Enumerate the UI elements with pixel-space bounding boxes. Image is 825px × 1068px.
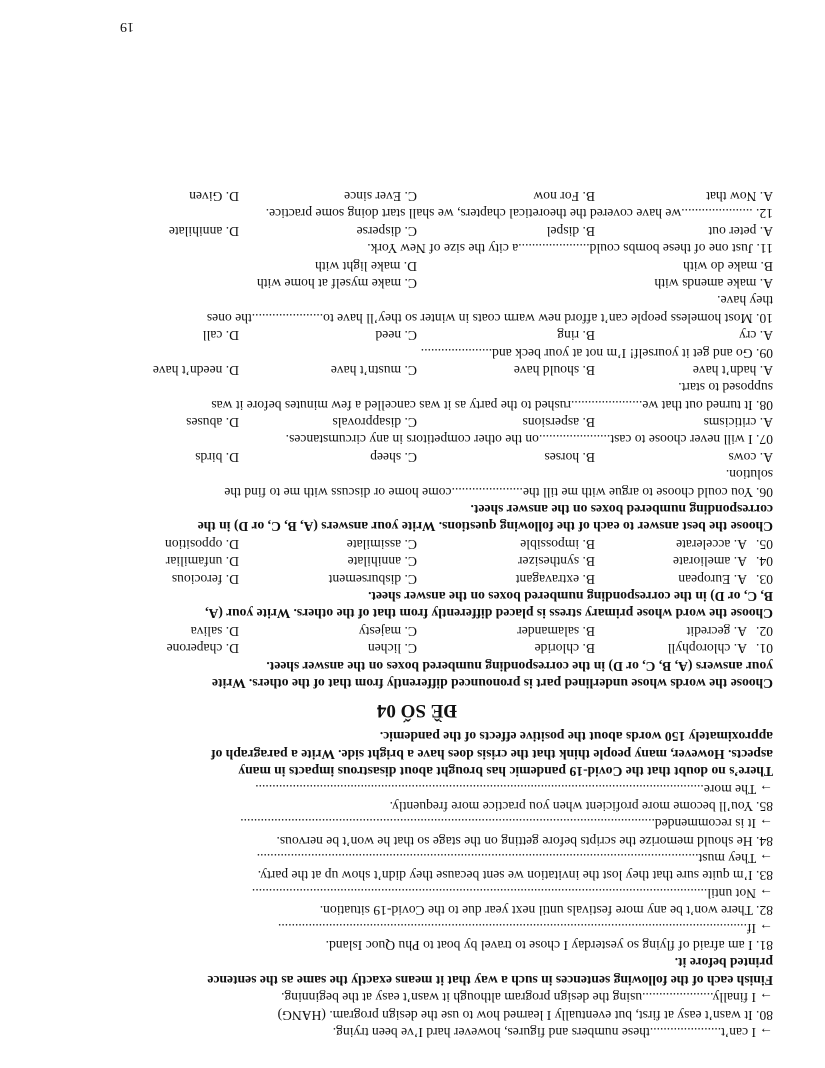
question-12-options xyxy=(61,187,773,204)
question-11: 11. Just one of these bombs could.....................a city the size of New York. xyxy=(367,241,773,257)
question-number: 05. xyxy=(756,536,773,552)
question-06-line-2: solution. xyxy=(725,467,773,483)
question-82: 82. There won’t be any more festivals until next year due to the Covid-19 situation. xyxy=(319,903,773,919)
option-b: B. aspersions xyxy=(522,415,595,431)
option-c: C. make myself at home with xyxy=(256,275,417,291)
option-b: B. salamander xyxy=(517,623,595,639)
question-07: 07. I will never choose to cast.....................on the other competitors in any circumstances. xyxy=(285,432,773,448)
question-06-line-1: 06. You could choose to argue with me till the.....................come home or discuss with me to find the xyxy=(224,484,773,500)
question-number: 02. xyxy=(756,623,773,639)
question-02-row xyxy=(61,621,773,638)
option-c: C. majesty xyxy=(358,623,417,639)
option-a: A. hadn’t have xyxy=(692,362,773,378)
question-number: 01. xyxy=(756,641,773,657)
page-content xyxy=(61,187,773,1040)
question-83: 83. I’m quite sure that they lost the invitation we sent because they didn’t show up at the party. xyxy=(257,868,773,884)
question-08-line-2: supposed to start. xyxy=(678,380,773,396)
option-d: D. call xyxy=(202,328,239,344)
question-10-line-1: 10. Most homeless people can’t afford new warm coats in winter so they’ll have to.....................the ones xyxy=(206,310,773,326)
option-c: C. lichen xyxy=(367,641,417,657)
option-d: D. make light with xyxy=(315,258,417,274)
option-c: C. need xyxy=(375,328,417,344)
option-c: C. disapprovals xyxy=(332,415,417,431)
option-b: B. ring xyxy=(557,328,595,344)
option-a: A. peter out xyxy=(708,223,773,239)
option-b: B. dispel xyxy=(546,223,595,239)
option-d: D. unfamiliar xyxy=(165,554,239,570)
essay-prompt-line-2: aspects. However, many people think that the crisis does have a bright side. Write a paragraph of xyxy=(210,746,773,762)
question-04-row xyxy=(61,552,773,569)
question-10-line-2: they have. xyxy=(717,293,773,309)
option-a: A. make amends with xyxy=(654,275,773,291)
stress-instruction-line-1: Choose the word whose primary stress is placed differently from that of the others. Write your (A, xyxy=(205,606,773,622)
answer-line-83: → They must.................................................................................................................................. xyxy=(256,851,773,867)
answer-line-85: → The more.................................................................................................................................... xyxy=(255,781,773,797)
option-c: C. sheep xyxy=(370,449,417,465)
option-c: C. Ever since xyxy=(344,189,417,205)
option-a: A. cry xyxy=(739,328,773,344)
option-b: B. chloride xyxy=(534,641,595,657)
question-81: 81. I am afraid of flying so yesterday I chose to travel by boat to Phu Quoc Island. xyxy=(325,938,773,954)
option-d: D. chaperone xyxy=(166,641,239,657)
question-number: 04. xyxy=(756,554,773,570)
section-title: ĐỀ SỐ 04 xyxy=(376,699,458,721)
page-number: 19 xyxy=(120,19,134,35)
option-a: A. accelerate xyxy=(676,536,747,552)
question-11-options xyxy=(61,221,773,238)
question-07-options xyxy=(61,413,773,430)
option-b: B. impossible xyxy=(520,536,595,552)
option-a: A. gecredit xyxy=(686,623,747,639)
option-a: A. cows xyxy=(728,449,773,465)
question-08-options xyxy=(61,361,773,378)
stress-instruction-line-2: B, C, or D) in the corresponding numbered boxes on the answer sheet. xyxy=(368,589,773,605)
question-01-row xyxy=(61,639,773,656)
essay-prompt-line-3: approximately 150 words about the positive effects of the pandemic. xyxy=(379,729,773,745)
question-03-row xyxy=(61,569,773,586)
option-b: B. make do with xyxy=(683,258,773,274)
option-c: C. mustn’t have xyxy=(330,362,417,378)
question-80: 80. It wasn’t easy at first, but eventually I learned how to use the design program. (HANG) xyxy=(277,1007,773,1023)
rewrite-instruction-line-2: printed before it. xyxy=(674,955,773,971)
option-a: A. criticisms xyxy=(703,415,773,431)
question-12: 12. .....................we have covered the theoretical chapters, we shall start doing some practice. xyxy=(265,206,773,222)
question-05-row xyxy=(61,534,773,551)
essay-prompt-line-1: There’s no doubt that the Covid-19 pandemic has brought about disastrous impacts in many xyxy=(238,764,773,780)
option-b: B. synthesizer xyxy=(517,554,595,570)
rewrite-instruction-line-1: Finish each of the following sentences in such a way that it means exactly the same as the sentence xyxy=(207,972,773,988)
question-08-line-1: 08. It turned out that we.....................rushed to the party as it was cancelled a few minutes before it was xyxy=(211,397,773,413)
option-d: D. birds xyxy=(195,449,239,465)
answer-line-84: → It is recommended.......................................................................................................................... xyxy=(240,816,773,832)
option-b: B. extravagant xyxy=(515,571,595,587)
question-06-options xyxy=(61,448,773,465)
answer-line-79: → I can’t.....................these numbers and figures, however hard I’ve been trying. xyxy=(332,1025,773,1040)
option-d: D. ferocious xyxy=(171,571,239,587)
option-b: B. For now xyxy=(533,189,595,205)
option-d: D. opposition xyxy=(164,536,239,552)
mcq-instruction-line-1: Choose the best answer to each of the following questions. Write your answers (A, B, C, or D) in the xyxy=(197,519,773,535)
option-d: D. annihilate xyxy=(168,223,239,239)
pronunciation-instruction-line-2: your answers (A, B, C, or D) in the corresponding numbered boxes on the answer sheet. xyxy=(266,658,773,674)
option-a: A. ameliorate xyxy=(673,554,747,570)
option-b: B. horses xyxy=(544,449,595,465)
question-09-options xyxy=(61,326,773,343)
question-09: 09. Go and get it yourself! I’m not at your beck and..................... xyxy=(420,345,773,361)
option-a: A. chlorophyll xyxy=(667,641,747,657)
question-85: 85. You’ll become more proficient when you practice more frequently. xyxy=(389,798,773,814)
question-10-options-ac xyxy=(61,274,773,291)
option-c: C. disperse xyxy=(356,223,417,239)
pronunciation-instruction-line-1: Choose the words whose underlined part is pronounced differently from that of the others. Write xyxy=(212,675,773,691)
answer-line-81: → If.......................................................................................................................................... xyxy=(277,920,773,936)
option-a: A. Now that xyxy=(706,189,773,205)
option-b: B. should have xyxy=(513,362,595,378)
option-d: D. Given xyxy=(189,189,239,205)
option-a: A. European xyxy=(678,571,747,587)
option-c: C. disbursement xyxy=(328,571,417,587)
option-c: C. assimilate xyxy=(346,536,417,552)
option-d: D. saliva xyxy=(190,623,239,639)
option-d: D. needn’t have xyxy=(152,362,239,378)
mcq-instruction-line-2: corresponding numbered boxes on the answer sheet. xyxy=(470,502,773,518)
option-d: D. abuses xyxy=(186,415,239,431)
answer-line-80: → I finally.....................using the design program although it wasn’t easy at the beginning. xyxy=(281,990,773,1006)
question-84: 84. He should memorize the scripts before getting on the stage so that he won’t be nervous. xyxy=(276,833,773,849)
option-c: C. annihilate xyxy=(347,554,417,570)
question-number: 03. xyxy=(756,571,773,587)
answer-line-82: → Not until...................................................................................................................................... xyxy=(251,885,773,901)
question-10-options-bd xyxy=(61,256,773,273)
